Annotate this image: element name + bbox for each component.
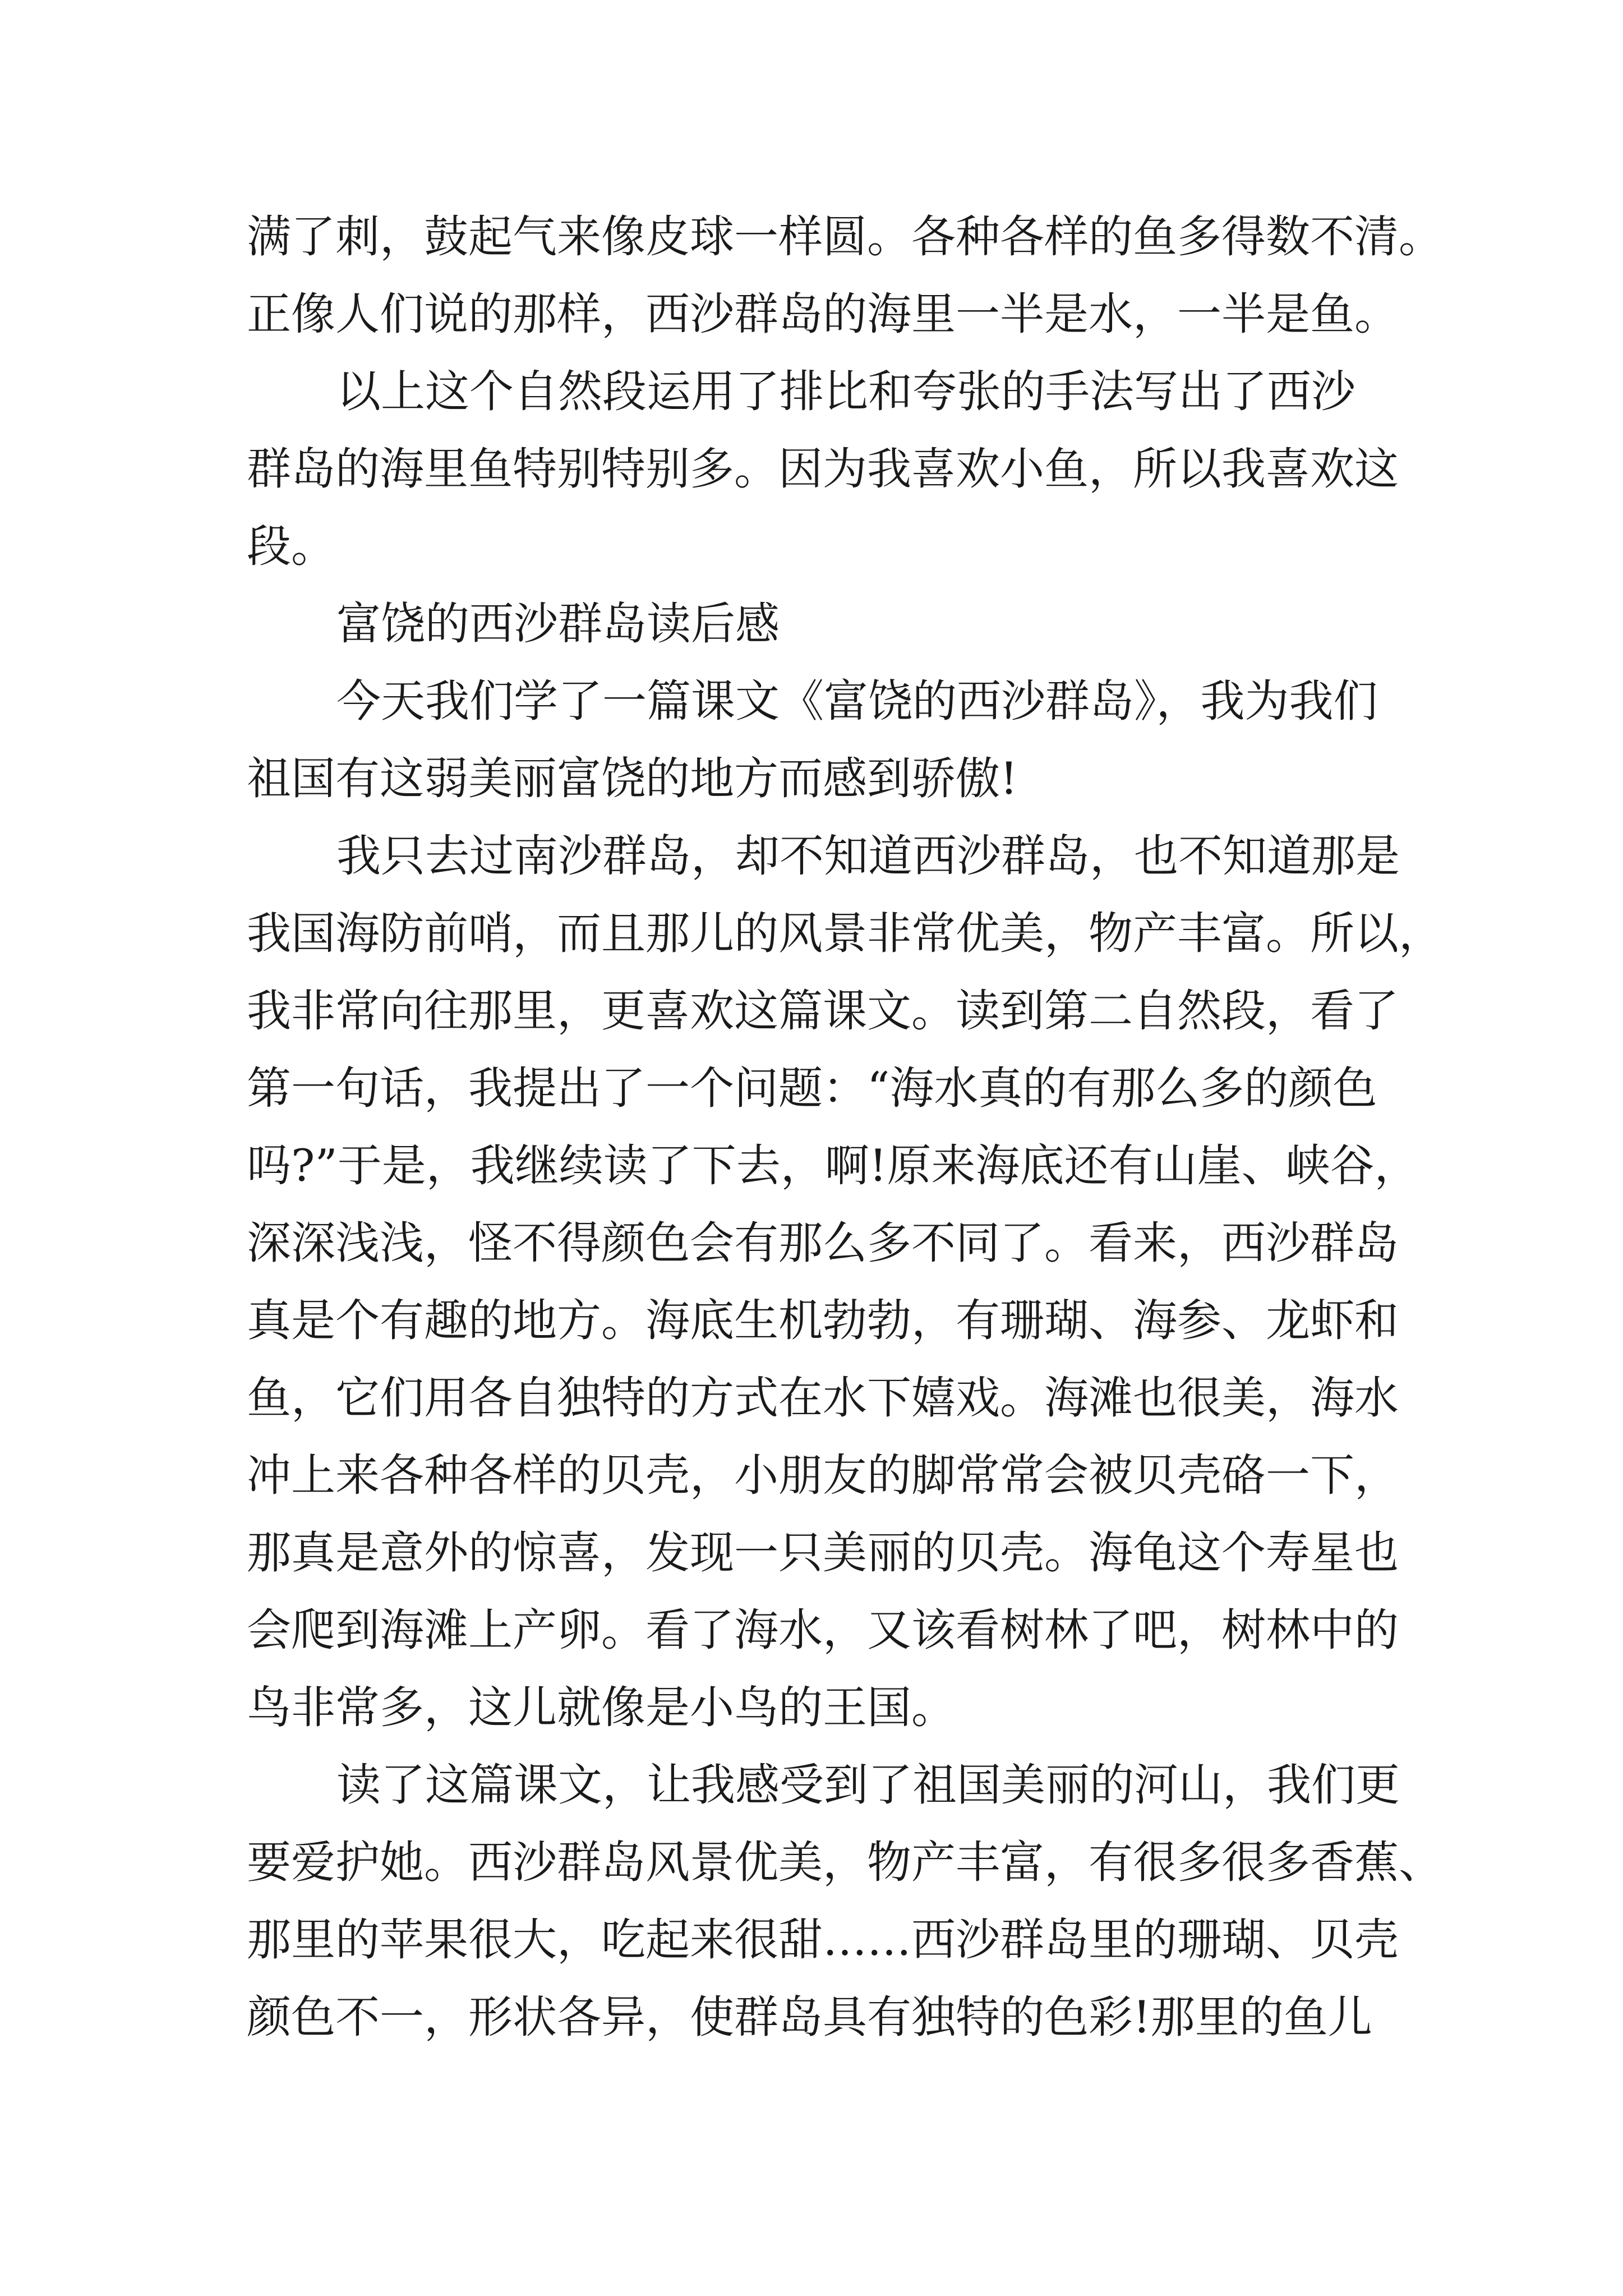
text-line-8: 祖国有这弱美丽富饶的地方而感到骄傲! [247, 753, 1018, 804]
text-line-16: 鱼，它们用各自独特的方式在水下嬉戏。海滩也很美，海水 [247, 1372, 1399, 1424]
text-line-11: 我非常向往那里，更喜欢这篇课文。读到第二自然段，看了 [247, 985, 1399, 1037]
text-line-7: 今天我们学了一篇课文《富饶的西沙群岛》，我为我们 [336, 675, 1378, 727]
text-line-15: 真是个有趣的地方。海底生机勃勃，有珊瑚、海参、龙虾和 [247, 1295, 1399, 1346]
text-line-18: 那真是意外的惊喜，发现一只美丽的贝壳。海龟这个寿星也 [247, 1527, 1399, 1579]
text-line-20: 鸟非常多，这儿就像是小鸟的王国。 [247, 1682, 956, 1733]
text-line-23: 那里的苹果很大，吃起来很甜……西沙群岛里的珊瑚、贝壳 [247, 1914, 1399, 1966]
text-line-2: 正像人们说的那样，西沙群岛的海里一半是水，一半是鱼。 [247, 288, 1399, 340]
text-line-12: 第一句话，我提出了一个问题：“海水真的有那么多的颜色 [247, 1062, 1377, 1114]
text-line-13: 吗?”于是，我继续读了下去，啊!原来海底还有山崖、峡谷， [247, 1140, 1419, 1191]
text-line-22: 要爱护她。西沙群岛风景优美，物产丰富，有很多很多香蕉、 [247, 1837, 1443, 1888]
text-line-5: 段。 [247, 521, 335, 572]
text-line-9: 我只去过南沙群岛，却不知道西沙群岛，也不知道那是 [336, 830, 1400, 882]
text-line-3: 以上这个自然段运用了排比和夸张的手法写出了西沙 [336, 366, 1355, 417]
text-line-14: 深深浅浅，怪不得颜色会有那么多不同了。看来，西沙群岛 [247, 1217, 1399, 1269]
text-line-24: 颜色不一，形状各异，使群岛具有独特的色彩!那里的鱼儿 [247, 1991, 1372, 2043]
text-line-10: 我国海防前哨，而且那儿的风景非常优美，物产丰富。所以， [247, 908, 1443, 959]
text-line-17: 冲上来各种各样的贝壳，小朋友的脚常常会被贝壳硌一下， [247, 1450, 1399, 1501]
text-line-1: 满了刺，鼓起气来像皮球一样圆。各种各样的鱼多得数不清。 [247, 211, 1443, 263]
section-title: 富饶的西沙群岛读后感 [336, 598, 780, 650]
text-line-21: 读了这篇课文，让我感受到了祖国美丽的河山，我们更 [336, 1759, 1400, 1811]
text-line-19: 会爬到海滩上产卵。看了海水，又该看树林了吧，树林中的 [247, 1604, 1399, 1656]
text-line-4: 群岛的海里鱼特别特别多。因为我喜欢小鱼，所以我喜欢这 [247, 443, 1399, 495]
